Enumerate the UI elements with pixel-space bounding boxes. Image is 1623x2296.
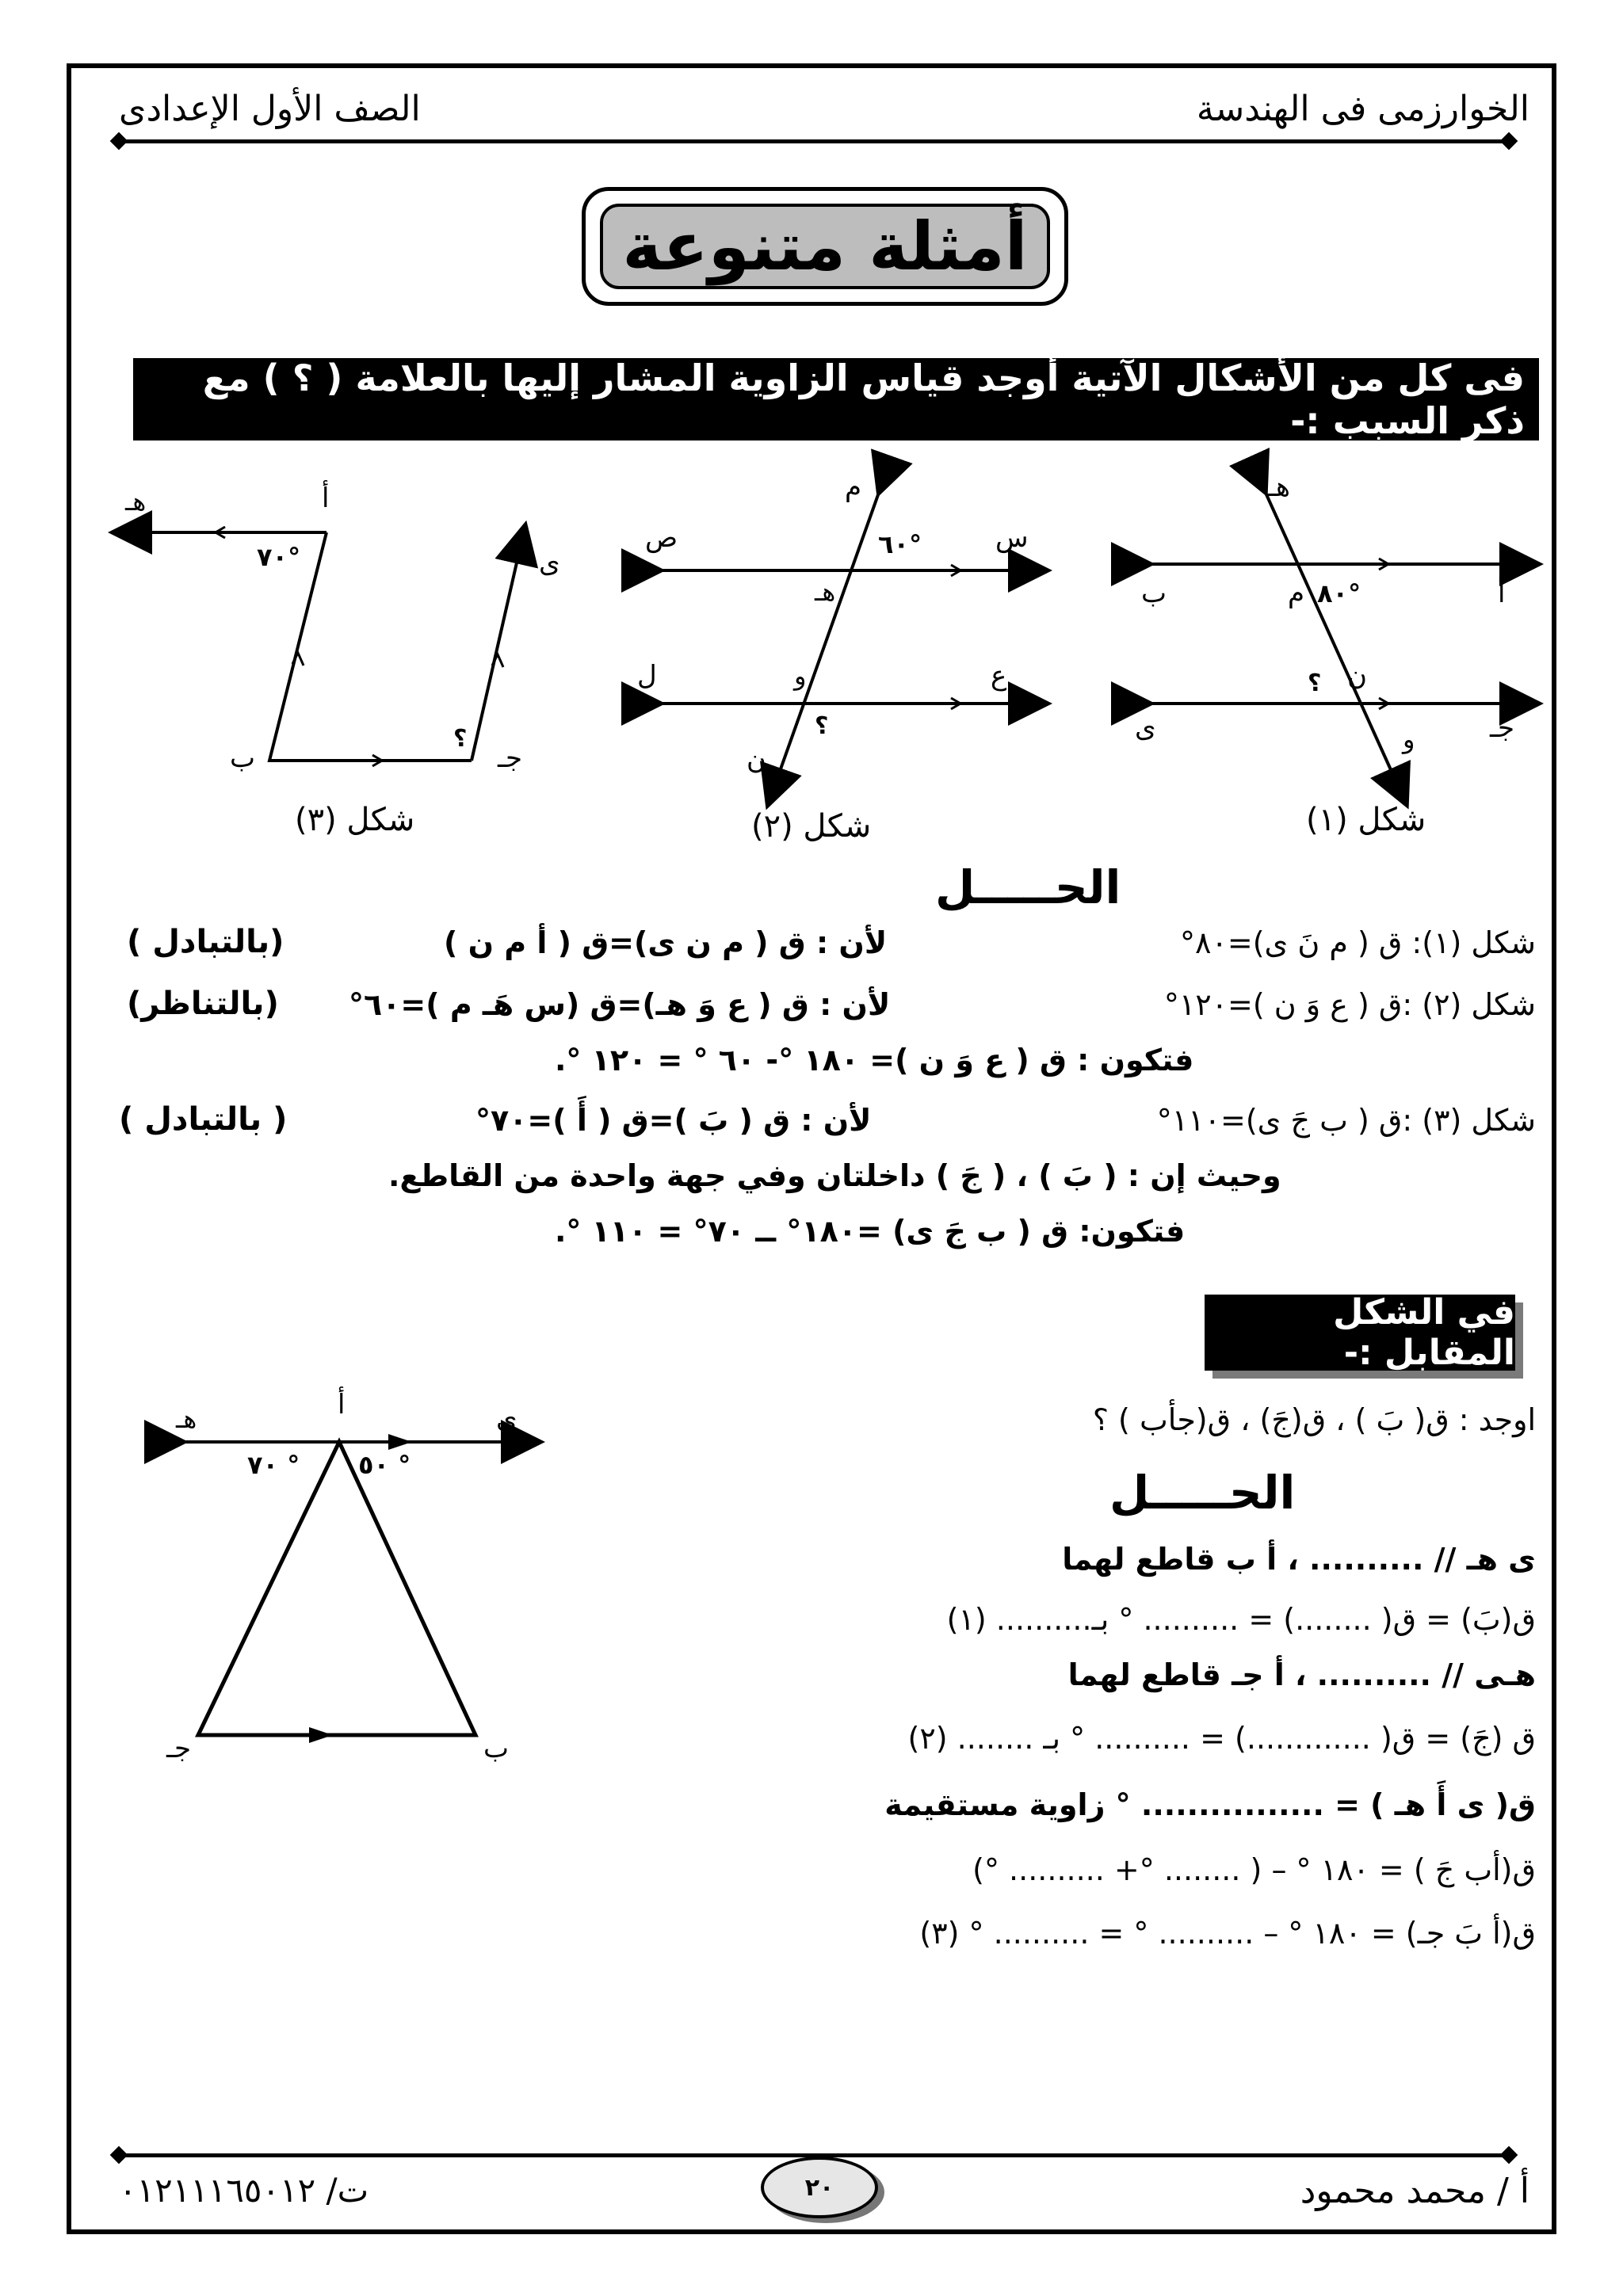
fig2-label-q: ؟ xyxy=(815,712,829,740)
solution-row-5: وحيث إن : ( بَ ) ، ( جَ ) داخلتان وفي جهة واحدة من القاطع. xyxy=(388,1158,1281,1193)
section2-question: اوجد : ق( بَ ) ، ق(جَ) ، ق(جأب ) ؟ xyxy=(1092,1402,1536,1437)
title-box xyxy=(582,187,1068,306)
fig3-label-h: هـ xyxy=(125,486,147,517)
fig2-label-w: و xyxy=(794,661,807,691)
fig1-label-w: و xyxy=(1403,724,1415,754)
fig2-label-angle: ٦٠° xyxy=(878,529,922,559)
triangle-label-b: ب xyxy=(483,1733,510,1764)
header-grade: الصف الأول الإعدادى xyxy=(119,89,421,129)
fig3-label-d: ى xyxy=(539,547,560,579)
section2-line-2: ق(بَ) = ق( ........) = .......... ° بـ.......... (١) xyxy=(946,1602,1536,1637)
fig1-caption: شكل (١) xyxy=(1306,802,1426,838)
fig2-label-h: هـ xyxy=(815,577,836,607)
fig1-label-a: أ xyxy=(1498,578,1506,609)
fig2-caption: شكل (٢) xyxy=(751,808,872,845)
solution-row-4-reason: ( بالتبادل ) xyxy=(119,1101,288,1138)
fig1-label-d: ى xyxy=(1135,712,1156,744)
solution-row-2-left: شكل (٢) :ق ( ع وَ ن )=١٢٠° xyxy=(1163,987,1536,1022)
solution-row-3: فتكون : ق ( ع وَ ن )= ١٨٠ °- ٦٠ ° = ١٢٠ °. xyxy=(555,1043,1194,1077)
solution-row-2-reason: (بالتناظر) xyxy=(127,986,279,1022)
triangle-label-a: أ xyxy=(338,1389,346,1421)
fig1-label-angle: ٨٠° xyxy=(1317,578,1361,608)
triangle-label-h: هـ xyxy=(176,1404,197,1434)
fig1-label-m: م xyxy=(1288,578,1305,609)
triangle-label-d: ى xyxy=(496,1403,517,1435)
fig1-label-q: ؟ xyxy=(1308,669,1322,697)
page-number: ٢٠ xyxy=(761,2157,878,2218)
solution-row-6: فتكون: ق ( ب جَ ى) =١٨٠° ــ ٧٠° = ١١٠ °. xyxy=(555,1214,1186,1249)
section2-line-7: ق(أ بَ جـ) = ١٨٠ ° – .......... ° = .......... ° (٣) xyxy=(919,1916,1536,1951)
solution-title: الحـــــل xyxy=(935,860,1121,914)
fig3-label-j: جـ xyxy=(498,742,522,774)
section2-line-4: ق (جَ) = ق( .............) = .......... ° بـ ........ (٢) xyxy=(907,1721,1536,1756)
instruction-banner: فى كل من الأشكال الآتية أوجد قياس الزاوية المشار إليها بالعلامة ( ؟ ) مع ذكر السبب :- xyxy=(133,358,1539,441)
solution-row-4-left: شكل (٣) :ق ( ب جَ ى)=١١٠° xyxy=(1156,1103,1536,1138)
fig3-label-angle: ٧٠° xyxy=(257,542,301,572)
fig3-label-a: أ xyxy=(322,482,330,514)
page-title: أمثلة متنوعة xyxy=(600,204,1050,289)
fig2-label-l: ل xyxy=(637,660,657,692)
fig1-label-n: ن xyxy=(1347,660,1367,692)
solution-row-1-reason: (بالتبادل ) xyxy=(127,924,285,960)
fig2-label-ain: ع xyxy=(991,660,1007,692)
triangle-angle-right: ٥٠ ° xyxy=(358,1450,411,1480)
fig3-label-b: ب xyxy=(230,742,256,774)
solution-row-1-because: لأن : ق ( م ن ى)=ق ( أ م ن ) xyxy=(444,925,888,960)
solution-row-4-because: لأن : ق ( بَ )=ق ( أَ )=٧٠° xyxy=(475,1103,872,1138)
section2-line-5: ق( ى أَ هـ ) = ................ ° زاوية مستقيمة xyxy=(884,1787,1536,1822)
fig1-label-b: ب xyxy=(1141,578,1167,609)
fig1-label-h: هـ xyxy=(1268,471,1290,503)
header-subject: الخوارزمى فى الهندسة xyxy=(1196,89,1529,129)
footer-phone: ت/ ٠١٢١١١٦٥٠١٢ xyxy=(119,2171,369,2210)
section2-banner: في الشكل المقابل :- xyxy=(1205,1295,1515,1371)
fig2-label-m: م xyxy=(845,471,862,503)
section2-line-6: ق(أب جَ ) = ١٨٠ ° – ( ........ °+ .......... °) xyxy=(972,1852,1536,1887)
fig2-label-s: س xyxy=(995,522,1029,554)
footer-author: أ / محمد محمود xyxy=(1300,2171,1529,2211)
fig1-label-j: جـ xyxy=(1490,712,1514,744)
fig2-label-sad: ص xyxy=(645,522,678,554)
triangle-angle-left: ٧٠ ° xyxy=(247,1450,300,1480)
figure-2 xyxy=(618,467,1046,808)
section2-line-3: هـى // .......... ، أ جـ قاطع لهما xyxy=(1067,1657,1536,1692)
fig3-label-q: ؟ xyxy=(453,725,468,753)
figure-3 xyxy=(119,483,563,792)
section2-line-1: ى هـ // .......... ، أ ب قاطع لهما xyxy=(1062,1542,1536,1577)
triangle-figure xyxy=(151,1379,547,1764)
triangle-label-j: جـ xyxy=(166,1733,191,1764)
header-rule xyxy=(119,139,1506,143)
section2-solution-title: الحـــــل xyxy=(1109,1466,1296,1520)
solution-row-2-because: لأن : ق ( ع وَ هـ)=ق (س هَـ م )=٦٠° xyxy=(349,987,891,1022)
solution-row-1-left: شكل (١): ق ( م نَ ى)=٨٠° xyxy=(1180,925,1536,960)
figure-1 xyxy=(1109,467,1537,808)
fig3-caption: شكل (٣) xyxy=(295,802,415,838)
fig2-label-n: ن xyxy=(747,744,766,776)
